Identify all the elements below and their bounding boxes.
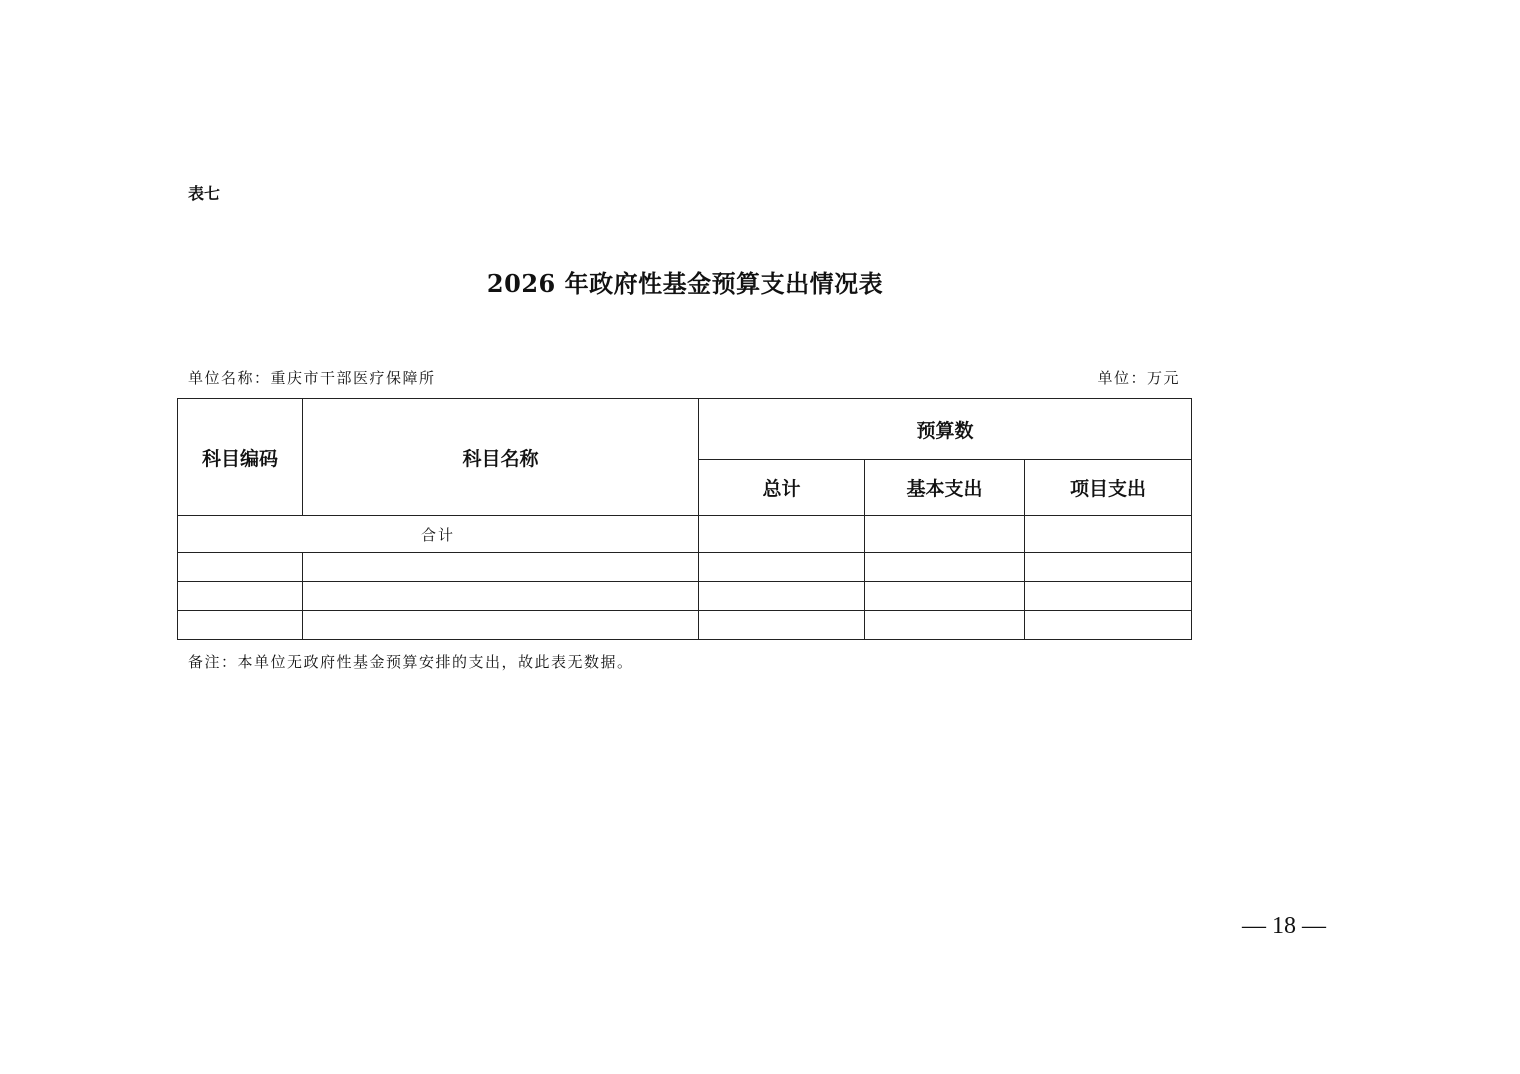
total-row-total <box>699 516 865 553</box>
total-row-basic <box>865 516 1025 553</box>
footnote: 备注：本单位无政府性基金预算安排的支出，故此表无数据。 <box>188 653 634 671</box>
row-basic <box>865 582 1025 611</box>
row-project <box>1025 582 1192 611</box>
header-budget-amount: 预算数 <box>699 399 1192 460</box>
header-subject-name: 科目名称 <box>303 399 699 516</box>
table-row <box>178 553 1192 582</box>
row-name <box>303 611 699 640</box>
total-row <box>178 516 1192 553</box>
row-name <box>303 582 699 611</box>
total-row-project <box>1025 516 1192 553</box>
currency-unit-label: 单位：万元 <box>1097 369 1180 387</box>
header-total: 总计 <box>699 460 865 516</box>
row-total <box>699 611 865 640</box>
row-total <box>699 582 865 611</box>
row-code <box>178 611 303 640</box>
row-name <box>303 553 699 582</box>
budget-table <box>177 398 1192 640</box>
row-project <box>1025 611 1192 640</box>
page-number: — 18 — <box>1242 913 1326 939</box>
total-row-label: 合计 <box>178 516 699 553</box>
page-title: 2026 年政府性基金预算支出情况表 <box>486 269 884 298</box>
table-number-label: 表七 <box>188 184 221 203</box>
header-row-1 <box>178 399 1192 460</box>
row-project <box>1025 553 1192 582</box>
row-basic <box>865 553 1025 582</box>
row-code <box>178 582 303 611</box>
row-code <box>178 553 303 582</box>
row-basic <box>865 611 1025 640</box>
unit-name-label: 单位名称：重庆市干部医疗保障所 <box>188 369 436 387</box>
row-total <box>699 553 865 582</box>
table-row <box>178 611 1192 640</box>
header-subject-code: 科目编码 <box>178 399 303 516</box>
table-row <box>178 582 1192 611</box>
header-project-expenditure: 项目支出 <box>1025 460 1192 516</box>
header-basic-expenditure: 基本支出 <box>865 460 1025 516</box>
